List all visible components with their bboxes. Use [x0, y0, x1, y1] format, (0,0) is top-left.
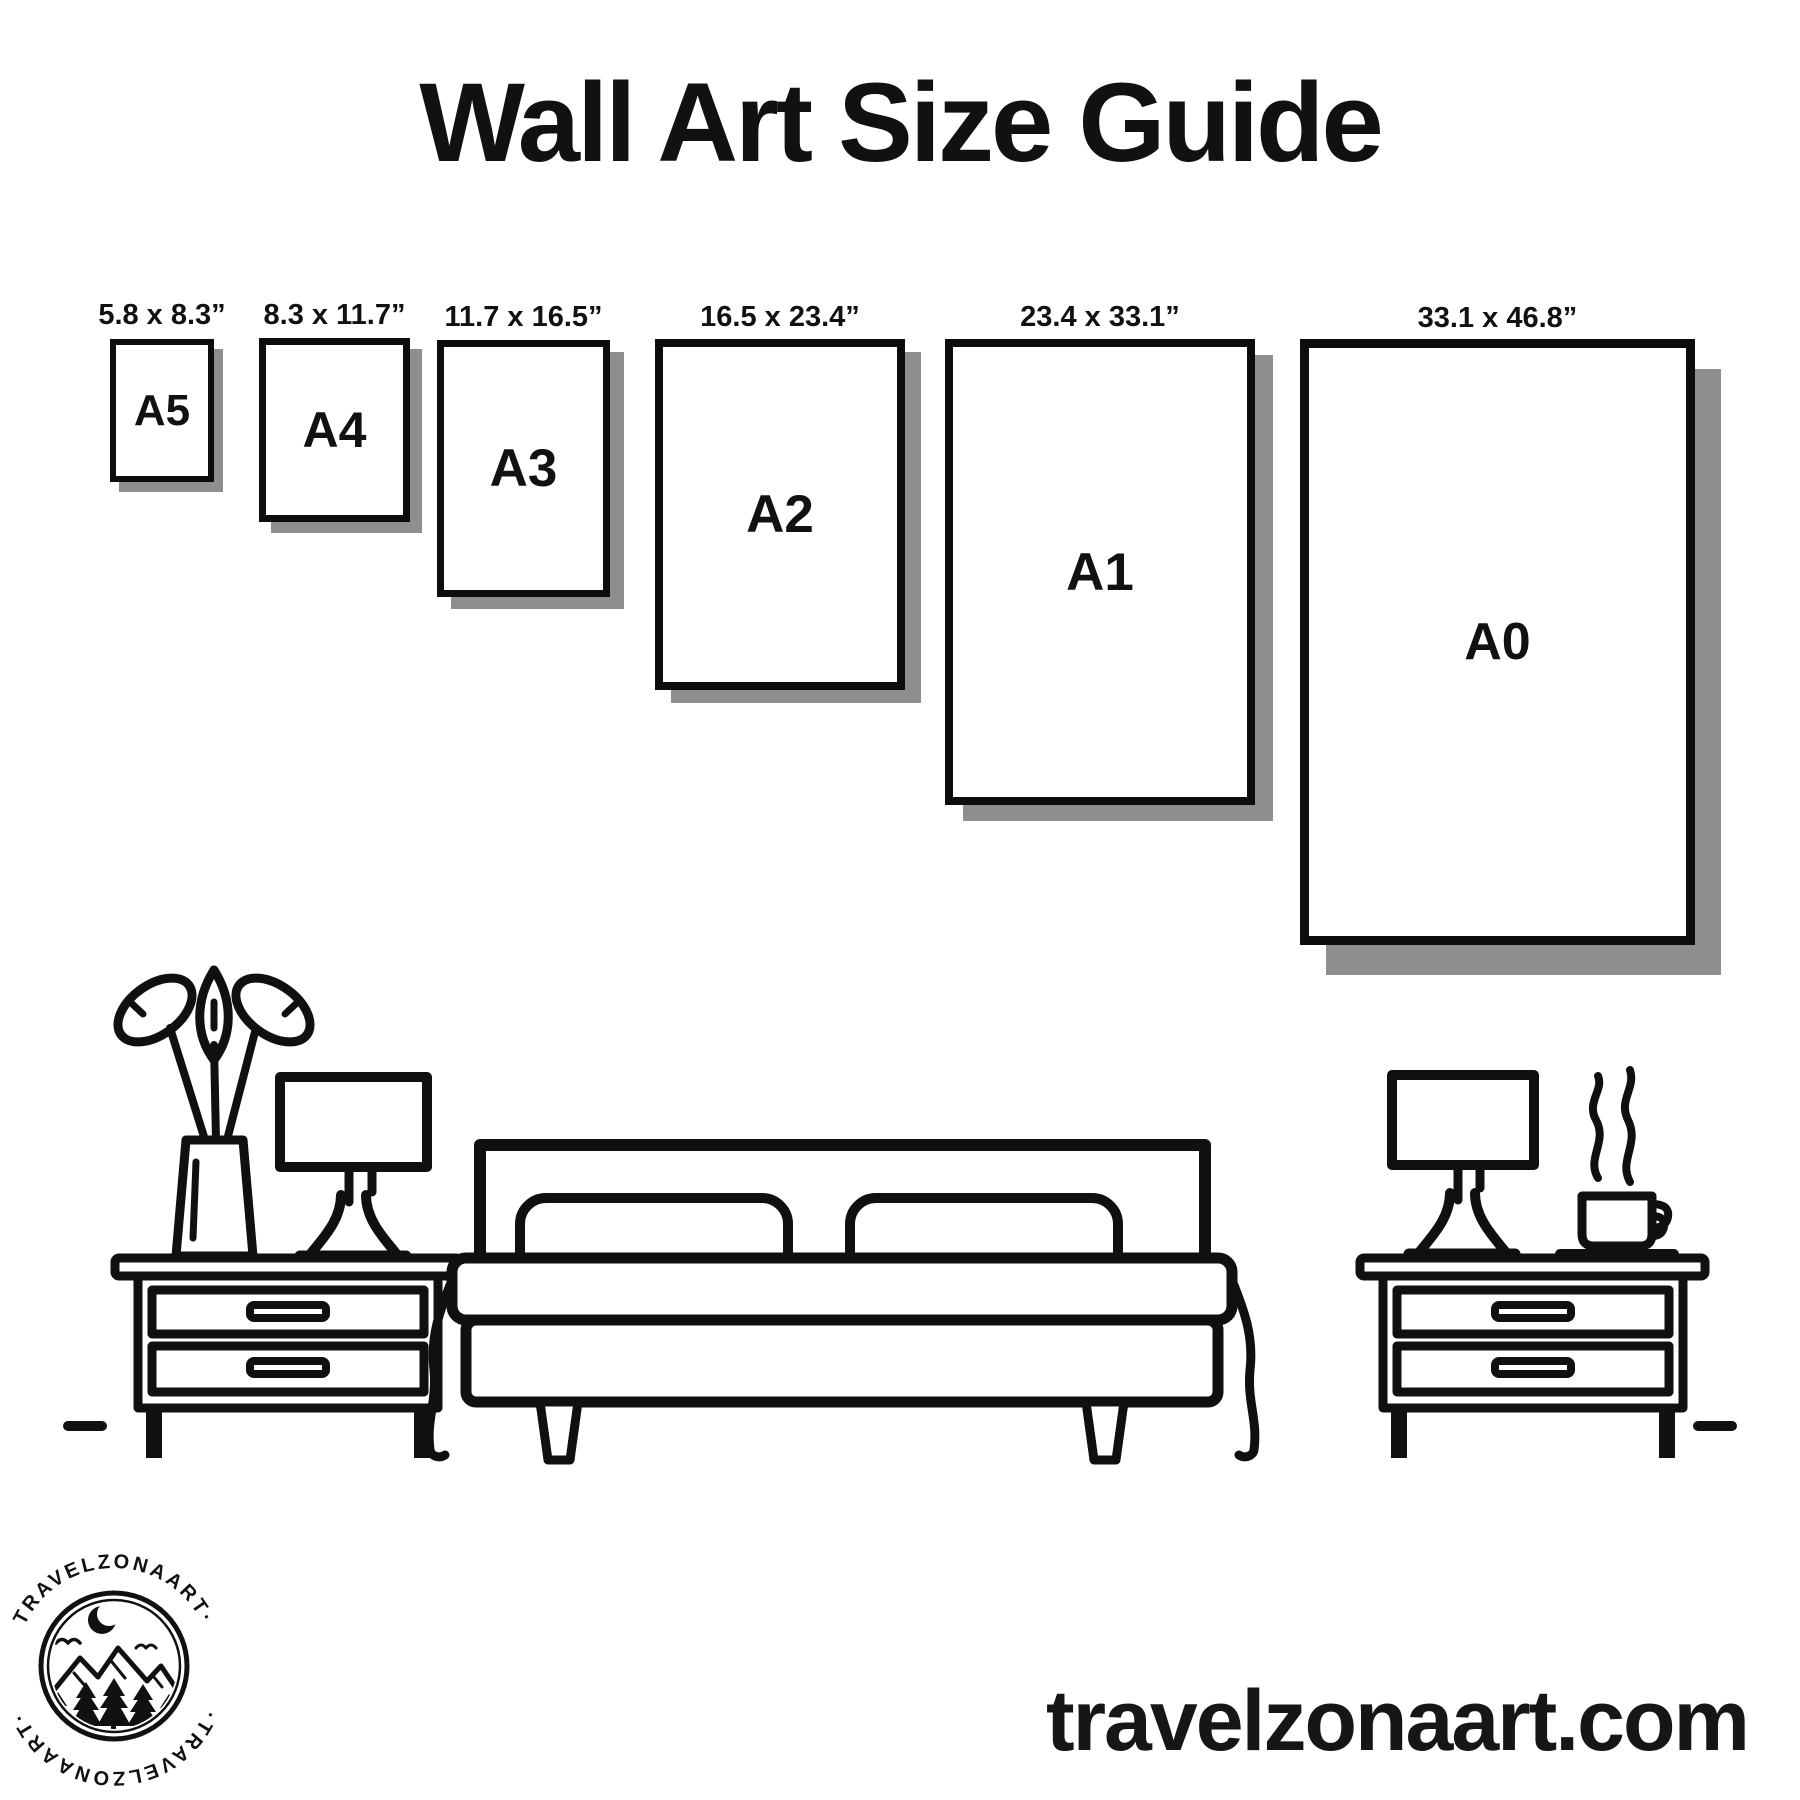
- nightstand-left-icon: [115, 1258, 460, 1458]
- paper-box-a2: [655, 301, 905, 690]
- logo-arc-text-bottom: ·TRAVELZONAART·: [7, 1707, 221, 1786]
- website-url: travelzonaart.com: [1045, 1673, 1748, 1769]
- paper-dimensions-a5: 5.8 x 8.3”: [98, 299, 226, 331]
- paper-size-label-a3: A3: [489, 439, 558, 498]
- paper-size-label-a5: A5: [133, 385, 191, 435]
- paper-dimensions-a3: 11.7 x 16.5”: [444, 301, 603, 333]
- paper-box-a3: [437, 301, 610, 597]
- paper-box-a5: [98, 299, 226, 482]
- brand-logo-badge: [0, 1546, 234, 1786]
- paper-box-a4: [259, 299, 410, 522]
- paper-box-a1: [945, 301, 1255, 805]
- table-lamp-right-icon: [1392, 1075, 1534, 1254]
- page-title: Wall Art Size Guide: [419, 60, 1381, 185]
- paper-dimensions-a2: 16.5 x 23.4”: [700, 301, 860, 333]
- paper-dimensions-a1: 23.4 x 33.1”: [1020, 301, 1180, 333]
- bedroom-scene-illustration: [0, 950, 1800, 1490]
- table-lamp-left-icon: [280, 1077, 427, 1256]
- nightstand-right-icon: [1360, 1258, 1705, 1458]
- coffee-cup-icon: [1560, 1070, 1674, 1254]
- paper-size-label-a1: A1: [1066, 542, 1134, 602]
- paper-size-label-a2: A2: [746, 485, 814, 544]
- paper-dimensions-a4: 8.3 x 11.7”: [263, 299, 406, 331]
- paper-box-a0: [1300, 302, 1695, 945]
- bed-icon: [429, 1145, 1255, 1460]
- paper-size-label-a4: A4: [302, 402, 367, 458]
- paper-size-label-a0: A0: [1464, 613, 1531, 671]
- paper-dimensions-a0: 33.1 x 46.8”: [1417, 302, 1578, 334]
- logo-arc-text-top: TRAVELZONAART·: [9, 1550, 219, 1629]
